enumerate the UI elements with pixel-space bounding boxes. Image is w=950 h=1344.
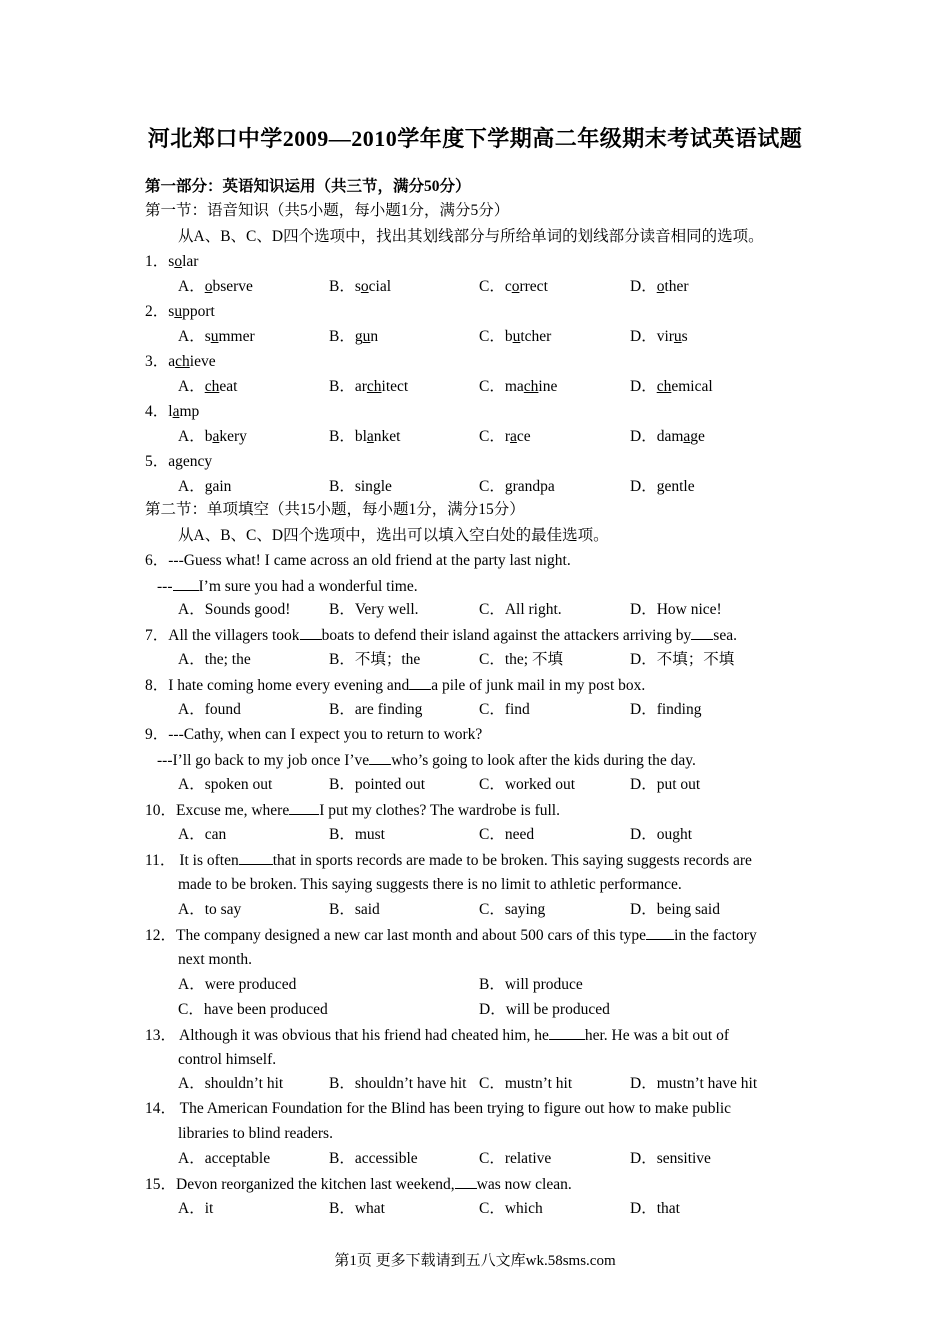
option-d[interactable]: D．other — [630, 278, 689, 295]
question-number: 14． — [145, 1100, 177, 1117]
option-c[interactable]: C．need — [479, 826, 535, 843]
option-d[interactable]: D．will be produced — [479, 1001, 610, 1018]
question-text: Excuse me, where — [176, 802, 290, 819]
answer-blank — [173, 576, 199, 591]
underlined-letters: o — [511, 278, 520, 295]
option-d[interactable]: D．damage — [630, 428, 705, 445]
answer-blank — [455, 1174, 477, 1189]
option-b[interactable]: B．Very well. — [329, 601, 419, 618]
question-number: 5． — [145, 453, 169, 470]
question-text: ---Guess what! I came across an old friend at the party last night. — [168, 552, 571, 569]
question-text: in the factory — [674, 927, 757, 944]
option-a[interactable]: A．gain — [178, 478, 232, 495]
underlined-letters: ch — [523, 378, 539, 395]
question-text: I hate coming home every evening and — [168, 677, 410, 694]
question-text: who’s going to look after the kids during the day. — [391, 752, 696, 769]
underlined-letters: ch — [204, 378, 220, 395]
question-text: a pile of junk mail in my post box. — [431, 677, 646, 694]
option-b[interactable]: B．said — [329, 901, 380, 918]
underlined-letters: g — [504, 478, 513, 495]
underlined-letters: ch — [175, 353, 190, 370]
question-text: that in sports records are made to be broken. This saying suggests records are — [272, 852, 752, 869]
answer-blank — [409, 675, 431, 690]
option-d[interactable]: D．put out — [630, 776, 701, 793]
question-15 — [145, 1174, 572, 1195]
option-b[interactable]: B．architect — [329, 378, 409, 395]
phonetics-question: 1．solar — [145, 253, 199, 270]
question-number: 6． — [145, 552, 169, 569]
question-6 — [145, 551, 571, 571]
option-a[interactable]: A．can — [178, 826, 227, 843]
underlined-letters: g — [204, 478, 213, 495]
option-c[interactable]: C．find — [479, 701, 530, 718]
option-d[interactable]: D．sensitive — [630, 1150, 711, 1167]
question-14 — [145, 1099, 731, 1119]
option-b[interactable]: B．will produce — [479, 976, 583, 993]
option-b[interactable]: B．must — [329, 826, 385, 843]
page-title: 河北郑口中学2009—2010学年度下学期高二年级期末考试英语试题 — [147, 126, 803, 151]
option-c[interactable]: C．saying — [479, 901, 546, 918]
question-text: Devon reorganized the kitchen last weekend, — [176, 1176, 455, 1193]
option-c[interactable]: C．grandpa — [479, 478, 555, 495]
option-d[interactable]: D．finding — [630, 701, 702, 718]
question-12 — [145, 925, 757, 946]
option-c[interactable]: C．race — [479, 428, 531, 445]
phonetics-question: 2．support — [145, 303, 215, 320]
section1-instruction: 从A、B、C、D四个选项中，找出其划线部分与所给单词的划线部分读音相同的选项。 — [178, 228, 764, 245]
question-number: 9． — [145, 726, 169, 743]
question-7 — [145, 625, 737, 646]
part1-heading: 第一部分：英语知识运用（共三节，满分50分） — [145, 178, 471, 195]
option-c[interactable]: C．mustn’t hit — [479, 1075, 573, 1092]
option-b[interactable]: B．blanket — [329, 428, 401, 445]
option-a[interactable]: A．to say — [178, 901, 242, 918]
option-b[interactable]: B．pointed out — [329, 776, 426, 793]
underlined-letters: u — [673, 328, 682, 345]
option-d[interactable]: D．How nice! — [630, 601, 722, 618]
question-number: 12． — [145, 927, 177, 944]
underlined-letters: u — [174, 303, 183, 320]
answer-blank — [646, 925, 674, 940]
question-14-line2: libraries to blind readers. — [178, 1125, 333, 1142]
question-12-line2: next month. — [178, 951, 253, 968]
answer-blank — [239, 850, 273, 865]
underlined-letters: a — [172, 403, 180, 420]
option-d[interactable]: D．ought — [630, 826, 693, 843]
phonetics-question: 3．achieve — [145, 353, 216, 370]
question-11-line2: made to be broken. This saying suggests there is no limit to athletic performance. — [178, 876, 682, 893]
underlined-letters: o — [360, 278, 369, 295]
question-11 — [145, 850, 805, 871]
option-a[interactable]: A．observe — [178, 278, 253, 295]
section2-heading: 第二节：单项填空（共15小题，每小题1分，满分15分） — [145, 501, 525, 518]
underlined-letters: u — [362, 328, 371, 345]
underlined-letters: a — [366, 428, 374, 445]
underlined-letters: u — [210, 328, 219, 345]
option-c[interactable]: C．the; 不填 — [479, 651, 563, 668]
question-13 — [145, 1025, 805, 1046]
option-d[interactable]: D．being said — [630, 901, 720, 918]
answer-blank — [289, 800, 319, 815]
option-d[interactable]: D．mustn’t have hit — [630, 1075, 758, 1092]
question-number: 8． — [145, 677, 169, 694]
section1-heading: 第一节：语音知识（共5小题，每小题1分，满分5分） — [145, 202, 510, 219]
option-d[interactable]: D．virus — [630, 328, 688, 345]
question-text: ---I’ll go back to my job once I’ve — [157, 752, 370, 769]
option-a[interactable]: A．cheat — [178, 378, 238, 395]
question-text: boats to defend their island against the attackers arriving by — [321, 627, 692, 644]
question-number: 10． — [145, 802, 177, 819]
underlined-letters: g — [372, 478, 381, 495]
question-number: 13． — [145, 1027, 177, 1044]
option-b[interactable]: B．what — [329, 1200, 385, 1217]
option-d[interactable]: D．不填；不填 — [630, 651, 735, 668]
phonetics-question: 5．agency — [145, 453, 213, 470]
question-number: 3． — [145, 353, 169, 370]
option-a[interactable]: A．spoken out — [178, 776, 273, 793]
question-number: 4． — [145, 403, 169, 420]
question-text: I put my clothes? The wardrobe is full. — [319, 802, 560, 819]
question-10 — [145, 800, 560, 821]
question-text: The American Foundation for the Blind has been trying to figure out how to make public — [179, 1100, 732, 1117]
underlined-letters: u — [512, 328, 521, 345]
question-text: I’m sure you had a wonderful time. — [198, 578, 418, 595]
option-b[interactable]: B．shouldn’t have hit — [329, 1075, 467, 1092]
option-a[interactable]: A．shouldn’t hit — [178, 1075, 284, 1092]
question-9 — [145, 725, 482, 745]
option-d[interactable]: D．gentle — [630, 478, 695, 495]
phonetics-question: 4．lamp — [145, 403, 200, 420]
question-9-line2 — [157, 750, 696, 771]
option-c[interactable]: C．machine — [479, 378, 558, 395]
option-b[interactable]: B．social — [329, 278, 392, 295]
underlined-letters: a — [212, 428, 220, 445]
option-d[interactable]: D．chemical — [630, 378, 713, 395]
option-a[interactable]: A．the; the — [178, 651, 251, 668]
underlined-letters: a — [683, 428, 691, 445]
answer-blank — [549, 1025, 585, 1040]
underlined-letters: ch — [656, 378, 672, 395]
option-a[interactable]: A．were produced — [178, 976, 297, 993]
question-13-line2: control himself. — [178, 1051, 277, 1068]
option-b[interactable]: B．are finding — [329, 701, 423, 718]
option-c[interactable]: C．relative — [479, 1150, 552, 1167]
question-text: It is often — [179, 852, 239, 869]
option-b[interactable]: B．gun — [329, 328, 379, 345]
question-text: sea. — [713, 627, 737, 644]
question-text: was now clean. — [476, 1176, 572, 1193]
option-a[interactable]: A．bakery — [178, 428, 247, 445]
question-6-line2 — [157, 576, 418, 597]
option-b[interactable]: B．single — [329, 478, 392, 495]
option-a[interactable]: A．found — [178, 701, 241, 718]
question-text: ---Cathy, when can I expect you to return to work? — [168, 726, 483, 743]
underlined-letters: a — [510, 428, 517, 445]
underlined-letters: g — [656, 478, 665, 495]
option-c[interactable]: C．which — [479, 1200, 543, 1217]
question-text: The company designed a new car last month and about 500 cars of this type — [176, 927, 647, 944]
question-number: 1． — [145, 253, 169, 270]
option-a[interactable]: A．Sounds good! — [178, 601, 291, 618]
underlined-letters: o — [204, 278, 213, 295]
page-footer: 第1页 更多下载请到五八文库wk.58sms.com — [334, 1253, 616, 1269]
option-b[interactable]: B．不填；the — [329, 651, 421, 668]
question-number: 15． — [145, 1176, 177, 1193]
option-a[interactable]: A．acceptable — [178, 1150, 271, 1167]
option-c[interactable]: C．butcher — [479, 328, 552, 345]
question-text: Although it was obvious that his friend had cheated him, he — [179, 1027, 549, 1044]
section2-instruction: 从A、B、C、D四个选项中，选出可以填入空白处的最佳选项。 — [178, 527, 609, 544]
question-text: All the villagers took — [168, 627, 300, 644]
question-text: her. He was a bit out of — [584, 1027, 730, 1044]
option-c[interactable]: C．have been produced — [178, 1001, 328, 1018]
underlined-letters: o — [174, 253, 183, 270]
option-b[interactable]: B．accessible — [329, 1150, 418, 1167]
answer-blank — [369, 750, 391, 765]
option-c[interactable]: C．worked out — [479, 776, 576, 793]
option-d[interactable]: D．that — [630, 1200, 680, 1217]
option-a[interactable]: A．it — [178, 1200, 214, 1217]
underlined-letters: o — [656, 278, 665, 295]
option-c[interactable]: C．All right. — [479, 601, 562, 618]
option-a[interactable]: A．summer — [178, 328, 255, 345]
underlined-letters: ch — [366, 378, 382, 395]
answer-blank — [691, 625, 713, 640]
question-number: 7． — [145, 627, 169, 644]
question-number: 2． — [145, 303, 169, 320]
underlined-letters: g — [175, 453, 183, 470]
question-number: 11． — [145, 852, 176, 869]
option-c[interactable]: C．correct — [479, 278, 548, 295]
dash: --- — [157, 578, 173, 595]
question-8 — [145, 675, 645, 696]
answer-blank — [300, 625, 322, 640]
